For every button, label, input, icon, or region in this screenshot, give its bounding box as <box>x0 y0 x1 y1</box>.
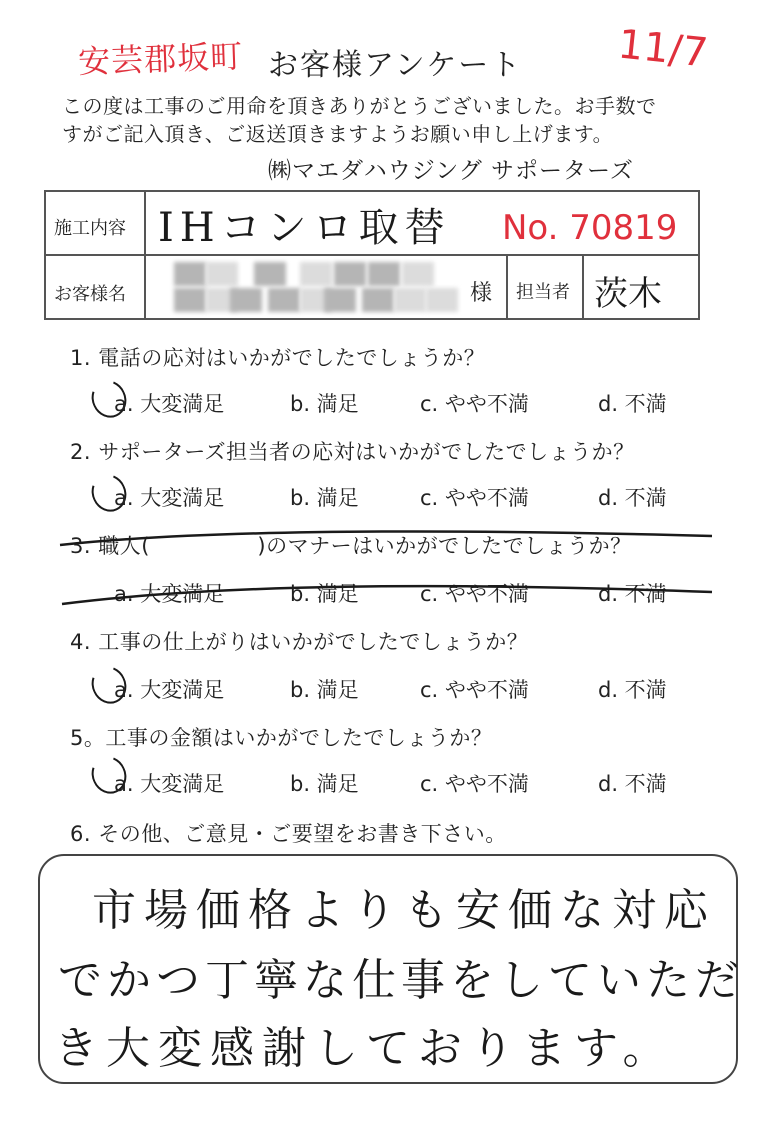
comment-line-2: でかつ丁寧な仕事をしていただ <box>58 955 744 1006</box>
q2-option-a[interactable]: a. 大変満足 <box>114 486 225 510</box>
table-divider-vertical <box>582 254 584 318</box>
question-4: 4. 工事の仕上がりはいかがでしたでしょうか？ <box>70 630 529 654</box>
order-number-note: No. 70819 <box>502 208 678 248</box>
customer-name-label: お客様名 <box>54 284 126 305</box>
intro-text-line2: すがご記入頂き、ご返送頂きますようお願い申し上げます。 <box>62 122 614 146</box>
area-handwritten-note: 安芸郡坂町 <box>77 37 244 81</box>
company-name: ㈱マエダハウジング サポーターズ <box>268 158 634 184</box>
question-1: 1. 電話の応対はいかがでしたでしょうか？ <box>70 346 486 370</box>
staff-label: 担当者 <box>516 282 570 303</box>
question-3: 3. 職人( )のマナーはいかがでしたでしょうか？ <box>70 534 632 558</box>
table-divider-vertical <box>144 192 146 318</box>
work-content-value: IHコンロ取替 <box>158 205 451 251</box>
q5-option-b[interactable]: b. 満足 <box>290 772 359 796</box>
q3-option-b[interactable]: b. 満足 <box>290 582 359 606</box>
comment-line-3: き大変感謝しております。 <box>54 1023 675 1074</box>
honorific-label: 様 <box>470 281 493 306</box>
question-5: 5。工事の金額はいかがでしたでしょうか？ <box>70 726 493 750</box>
q1-option-a[interactable]: a. 大変満足 <box>114 392 225 416</box>
q4-option-c[interactable]: c. やや不満 <box>420 678 529 702</box>
page-title: お客様アンケート <box>268 48 523 83</box>
q2-option-d[interactable]: d. 不満 <box>598 486 667 510</box>
question-2: 2. サポーターズ担当者の応対はいかがでしたでしょうか？ <box>70 440 635 464</box>
q1-option-d[interactable]: d. 不満 <box>598 392 667 416</box>
q4-option-b[interactable]: b. 満足 <box>290 678 359 702</box>
q4-option-d[interactable]: d. 不満 <box>598 678 667 702</box>
q4-option-a[interactable]: a. 大変満足 <box>114 678 225 702</box>
customer-name-redacted <box>150 258 466 316</box>
info-table <box>44 190 700 320</box>
table-divider-vertical <box>506 254 508 318</box>
q1-option-b[interactable]: b. 満足 <box>290 392 359 416</box>
q3-option-a[interactable]: a. 大変満足 <box>114 582 225 606</box>
q3-option-c[interactable]: c. やや不満 <box>420 582 529 606</box>
comment-line-1: 市場価格よりも安価な対応 <box>92 885 716 936</box>
work-content-label: 施工内容 <box>54 218 126 239</box>
staff-value: 茨木 <box>594 274 662 314</box>
q2-option-c[interactable]: c. やや不満 <box>420 486 529 510</box>
question-6: 6. その他、ご意見・ご要望をお書き下さい。 <box>70 822 507 846</box>
q5-option-a[interactable]: a. 大変満足 <box>114 772 225 796</box>
date-handwritten-note: 11/7 <box>615 21 710 77</box>
q5-option-c[interactable]: c. やや不満 <box>420 772 529 796</box>
q3-option-d[interactable]: d. 不満 <box>598 582 667 606</box>
intro-text-line1: この度は工事のご用命を頂きありがとうございました。お手数で <box>62 94 657 118</box>
q1-option-c[interactable]: c. やや不満 <box>420 392 529 416</box>
q5-option-d[interactable]: d. 不満 <box>598 772 667 796</box>
comment-box[interactable] <box>38 854 744 1084</box>
q2-option-b[interactable]: b. 満足 <box>290 486 359 510</box>
